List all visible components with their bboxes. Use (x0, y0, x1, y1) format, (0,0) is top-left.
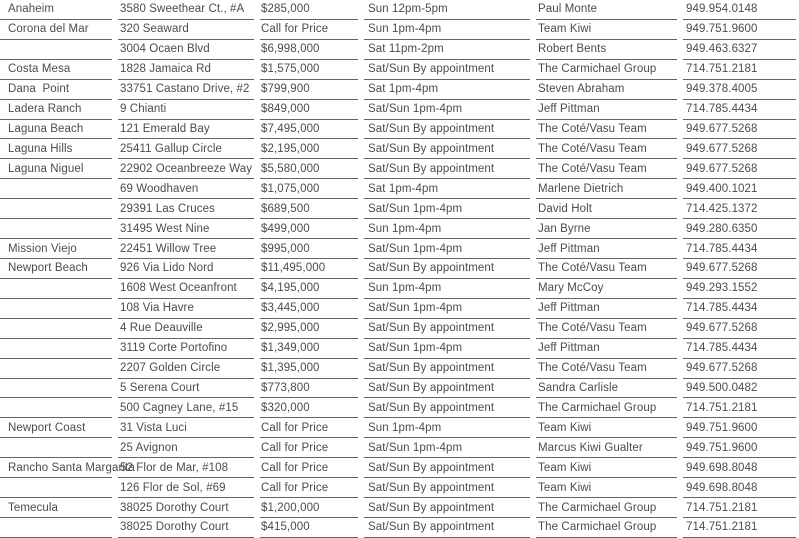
table-row (0, 299, 796, 319)
cell-time: Sun 1pm-4pm (364, 219, 530, 239)
cell-phone: 949.751.9600 (683, 20, 796, 40)
cell-agent: Mary McCoy (536, 279, 677, 299)
cell-time: Sun 1pm-4pm (364, 279, 530, 299)
cell-price: $995,000 (260, 239, 358, 259)
cell-address: 52 Flor de Mar, #108 (118, 458, 254, 478)
cell-address: 69 Woodhaven (118, 179, 254, 199)
cell-address: 320 Seaward (118, 20, 254, 40)
cell-address: 31 Vista Luci (118, 418, 254, 438)
cell-city (0, 319, 112, 339)
cell-address: 33751 Castano Drive, #2 (118, 80, 254, 100)
cell-city (0, 438, 112, 458)
cell-time: Sat/Sun By appointment (364, 60, 530, 80)
cell-agent: Jeff Pittman (536, 339, 677, 359)
cell-time: Sat/Sun By appointment (364, 379, 530, 399)
cell-phone: 714.785.4434 (683, 239, 796, 259)
cell-agent: Robert Bents (536, 40, 677, 60)
cell-agent: Sandra Carlisle (536, 379, 677, 399)
cell-time: Sat/Sun 1pm-4pm (364, 100, 530, 120)
cell-phone: 949.677.5268 (683, 319, 796, 339)
table-row (0, 379, 796, 399)
table-row (0, 518, 796, 538)
cell-phone: 949.378.4005 (683, 80, 796, 100)
cell-address: 500 Cagney Lane, #15 (118, 398, 254, 418)
cell-price: $773,800 (260, 379, 358, 399)
cell-address: 126 Flor de Sol, #69 (118, 478, 254, 498)
cell-city: Laguna Niguel (0, 159, 112, 179)
cell-phone: 949.698.8048 (683, 458, 796, 478)
cell-city (0, 359, 112, 379)
cell-address: 25 Avignon (118, 438, 254, 458)
cell-time: Sat/Sun 1pm-4pm (364, 239, 530, 259)
cell-city: Rancho Santa Margarita (0, 458, 112, 478)
table-row (0, 80, 796, 100)
cell-phone: 949.677.5268 (683, 120, 796, 140)
cell-time: Sat/Sun 1pm-4pm (364, 299, 530, 319)
cell-address: 121 Emerald Bay (118, 120, 254, 140)
cell-address: 38025 Dorothy Court (118, 498, 254, 518)
cell-city (0, 40, 112, 60)
cell-price: $1,575,000 (260, 60, 358, 80)
cell-phone: 714.751.2181 (683, 498, 796, 518)
table-row (0, 438, 796, 458)
table-row (0, 239, 796, 259)
cell-time: Sat 1pm-4pm (364, 179, 530, 199)
cell-phone: 949.677.5268 (683, 139, 796, 159)
cell-phone: 714.785.4434 (683, 339, 796, 359)
cell-price: $5,580,000 (260, 159, 358, 179)
cell-address: 926 Via Lido Nord (118, 259, 254, 279)
cell-time: Sat 1pm-4pm (364, 80, 530, 100)
table-row (0, 458, 796, 478)
cell-city: Dana Point (0, 80, 112, 100)
cell-price: $3,445,000 (260, 299, 358, 319)
cell-address: 3004 Ocaen Blvd (118, 40, 254, 60)
cell-city: Mission Viejo (0, 239, 112, 259)
table-row (0, 100, 796, 120)
table-row (0, 120, 796, 140)
cell-price: $11,495,000 (260, 259, 358, 279)
cell-phone: 714.751.2181 (683, 518, 796, 538)
cell-address: 1828 Jamaica Rd (118, 60, 254, 80)
cell-agent: Team Kiwi (536, 418, 677, 438)
cell-agent: Steven Abraham (536, 80, 677, 100)
cell-address: 38025 Dorothy Court (118, 518, 254, 538)
cell-city (0, 478, 112, 498)
cell-agent: Jeff Pittman (536, 299, 677, 319)
cell-price: $2,995,000 (260, 319, 358, 339)
cell-time: Sat/Sun By appointment (364, 518, 530, 538)
cell-agent: Team Kiwi (536, 478, 677, 498)
cell-agent: The Coté/Vasu Team (536, 259, 677, 279)
cell-address: 9 Chianti (118, 100, 254, 120)
cell-phone: 949.293.1552 (683, 279, 796, 299)
cell-time: Sat/Sun 1pm-4pm (364, 438, 530, 458)
cell-price: $1,395,000 (260, 359, 358, 379)
cell-price: $415,000 (260, 518, 358, 538)
table-row (0, 418, 796, 438)
cell-phone: 949.954.0148 (683, 0, 796, 20)
cell-time: Sat/Sun By appointment (364, 319, 530, 339)
cell-time: Sun 12pm-5pm (364, 0, 530, 20)
cell-city: Laguna Hills (0, 139, 112, 159)
cell-price: $285,000 (260, 0, 358, 20)
cell-price: $2,195,000 (260, 139, 358, 159)
cell-time: Sat/Sun By appointment (364, 259, 530, 279)
table-row (0, 319, 796, 339)
cell-city (0, 179, 112, 199)
table-row (0, 159, 796, 179)
cell-price: Call for Price (260, 418, 358, 438)
cell-price: Call for Price (260, 458, 358, 478)
cell-address: 25411 Gallup Circle (118, 139, 254, 159)
cell-address: 31495 West Nine (118, 219, 254, 239)
cell-city: Newport Coast (0, 418, 112, 438)
table-row (0, 498, 796, 518)
cell-agent: Jan Byrne (536, 219, 677, 239)
cell-price: $1,349,000 (260, 339, 358, 359)
cell-agent: The Coté/Vasu Team (536, 139, 677, 159)
table-row (0, 0, 796, 20)
cell-price: $7,495,000 (260, 120, 358, 140)
cell-price: $849,000 (260, 100, 358, 120)
cell-price: $320,000 (260, 398, 358, 418)
cell-agent: The Carmichael Group (536, 398, 677, 418)
cell-phone: 949.400.1021 (683, 179, 796, 199)
cell-phone: 949.280.6350 (683, 219, 796, 239)
cell-agent: The Carmichael Group (536, 498, 677, 518)
cell-agent: Team Kiwi (536, 20, 677, 40)
cell-time: Sat/Sun By appointment (364, 498, 530, 518)
cell-phone: 714.425.1372 (683, 199, 796, 219)
cell-time: Sat/Sun By appointment (364, 398, 530, 418)
cell-time: Sat/Sun 1pm-4pm (364, 199, 530, 219)
cell-phone: 949.677.5268 (683, 159, 796, 179)
cell-agent: Marlene Dietrich (536, 179, 677, 199)
cell-agent: The Carmichael Group (536, 60, 677, 80)
cell-agent: Paul Monte (536, 0, 677, 20)
cell-price: Call for Price (260, 20, 358, 40)
table-row (0, 20, 796, 40)
table-row (0, 339, 796, 359)
cell-address: 2207 Golden Circle (118, 359, 254, 379)
cell-phone: 949.463.6327 (683, 40, 796, 60)
cell-city (0, 339, 112, 359)
cell-address: 4 Rue Deauville (118, 319, 254, 339)
cell-price: Call for Price (260, 438, 358, 458)
cell-price: $1,200,000 (260, 498, 358, 518)
cell-address: 22451 Willow Tree (118, 239, 254, 259)
cell-agent: Marcus Kiwi Gualter (536, 438, 677, 458)
cell-address: 22902 Oceanbreeze Way (118, 159, 254, 179)
cell-price: $4,195,000 (260, 279, 358, 299)
cell-city (0, 398, 112, 418)
cell-agent: The Coté/Vasu Team (536, 359, 677, 379)
table-row (0, 259, 796, 279)
cell-agent: Jeff Pittman (536, 239, 677, 259)
cell-phone: 949.751.9600 (683, 418, 796, 438)
cell-agent: The Coté/Vasu Team (536, 319, 677, 339)
cell-city: Temecula (0, 498, 112, 518)
cell-city (0, 518, 112, 538)
table-row (0, 139, 796, 159)
cell-time: Sat/Sun By appointment (364, 139, 530, 159)
cell-phone: 949.698.8048 (683, 478, 796, 498)
cell-city (0, 299, 112, 319)
cell-city: Newport Beach (0, 259, 112, 279)
table-row (0, 199, 796, 219)
table-row (0, 60, 796, 80)
cell-phone: 714.785.4434 (683, 100, 796, 120)
cell-address: 3119 Corte Portofino (118, 339, 254, 359)
cell-price: $499,000 (260, 219, 358, 239)
cell-city: Ladera Ranch (0, 100, 112, 120)
cell-time: Sun 1pm-4pm (364, 418, 530, 438)
cell-agent: Jeff Pittman (536, 100, 677, 120)
cell-time: Sat/Sun 1pm-4pm (364, 339, 530, 359)
cell-price: $689,500 (260, 199, 358, 219)
table-row (0, 359, 796, 379)
cell-price: $6,998,000 (260, 40, 358, 60)
cell-phone: 714.751.2181 (683, 398, 796, 418)
cell-phone: 949.677.5268 (683, 259, 796, 279)
cell-agent: The Coté/Vasu Team (536, 120, 677, 140)
cell-price: $1,075,000 (260, 179, 358, 199)
table-row (0, 40, 796, 60)
cell-address: 5 Serena Court (118, 379, 254, 399)
cell-time: Sun 1pm-4pm (364, 20, 530, 40)
cell-phone: 949.677.5268 (683, 359, 796, 379)
cell-price: $799,900 (260, 80, 358, 100)
cell-address: 29391 Las Cruces (118, 199, 254, 219)
cell-city: Costa Mesa (0, 60, 112, 80)
cell-phone: 714.751.2181 (683, 60, 796, 80)
cell-address: 108 Via Havre (118, 299, 254, 319)
table-row (0, 279, 796, 299)
cell-city (0, 379, 112, 399)
cell-address: 3580 Sweethear Ct., #A (118, 0, 254, 20)
cell-city: Anaheim (0, 0, 112, 20)
cell-phone: 949.751.9600 (683, 438, 796, 458)
cell-agent: The Coté/Vasu Team (536, 159, 677, 179)
cell-agent: David Holt (536, 199, 677, 219)
cell-time: Sat/Sun By appointment (364, 359, 530, 379)
cell-agent: Team Kiwi (536, 458, 677, 478)
cell-time: Sat/Sun By appointment (364, 120, 530, 140)
cell-phone: 714.785.4434 (683, 299, 796, 319)
cell-city (0, 199, 112, 219)
table-row (0, 398, 796, 418)
cell-agent: The Carmichael Group (536, 518, 677, 538)
cell-address: 1608 West Oceanfront (118, 279, 254, 299)
cell-time: Sat/Sun By appointment (364, 478, 530, 498)
cell-city (0, 279, 112, 299)
table-row (0, 219, 796, 239)
cell-phone: 949.500.0482 (683, 379, 796, 399)
cell-city: Laguna Beach (0, 120, 112, 140)
cell-time: Sat/Sun By appointment (364, 458, 530, 478)
cell-time: Sat/Sun By appointment (364, 159, 530, 179)
cell-time: Sat 11pm-2pm (364, 40, 530, 60)
table-row (0, 478, 796, 498)
cell-price: Call for Price (260, 478, 358, 498)
cell-city (0, 219, 112, 239)
table-row (0, 179, 796, 199)
cell-city: Corona del Mar (0, 20, 112, 40)
